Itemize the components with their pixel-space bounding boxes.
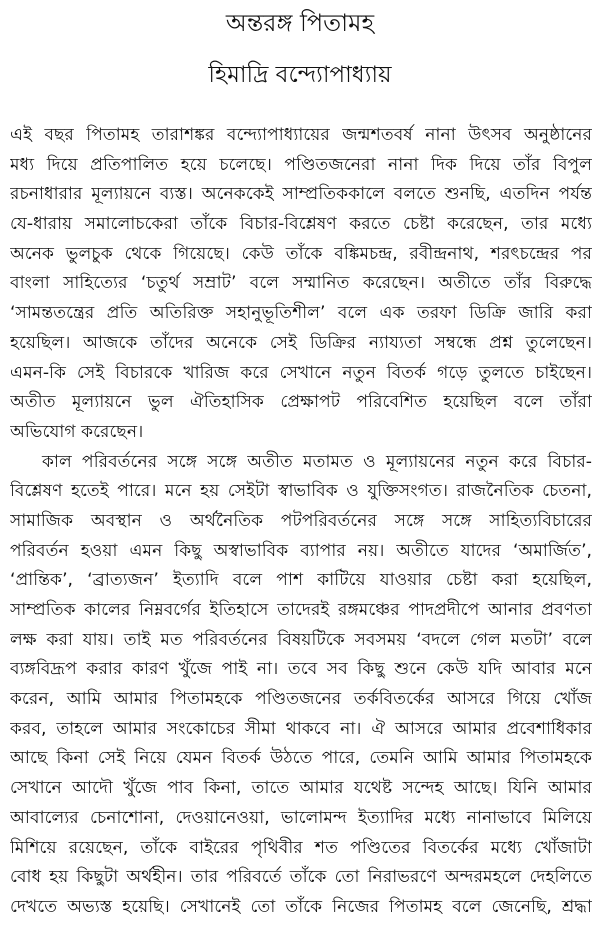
text-line: সাম্প্রতিক কালের নিম্নবর্গের ইতিহাসে তাদেরই রঙ্গমঞ্চের পাদপ্রদীপে আনার প্রবণতা <box>10 600 592 620</box>
article-body <box>10 121 592 923</box>
page-title: অন্তরঙ্গ পিতামহ <box>225 9 375 37</box>
text-line: ‘প্রান্তিক’, ‘ব্রাত্যজন’ ইত্যাদি বলে পাশ কাটিয়ে যাওয়ার চেষ্টা করা হয়েছিল, <box>10 570 592 591</box>
text-line: হয়েছিল। আজকে তাঁদের অনেকে সেই ডিক্রির ন্যায্যতা সম্বন্ধে প্রশ্ন তুলেছেন। <box>10 332 592 353</box>
text-line: এমন-কি সেই বিচারকে খারিজ করে সেখানে নতুন বিতর্ক গড়ে তুলতে চাইছেন। <box>10 362 592 383</box>
text-line: এই বছর পিতামহ তারাশঙ্কর বন্দ্যোপাধ্যায়ের জন্মশতবর্ষ নানা উৎসব অনুষ্ঠানের <box>10 125 592 145</box>
text-line: মধ্য দিয়ে প্রতিপালিত হয়ে চলেছে। পণ্ডিতজনেরা নানা দিক দিয়ে তাঁর বিপুল <box>10 154 592 175</box>
text-line: বোধ হয় কিছুটা অর্থহীন। তার পরিবর্তে তাঁকে তো নিরাভরণে অন্দরমহলে দেহলিতে <box>10 867 592 888</box>
text-line: আছে কিনা সেই নিয়ে যেমন বিতর্ক উঠতে পারে, তেমনি আমি আমার পিতামহকে <box>10 748 592 769</box>
text-line: পরিবর্তন হওয়া এমন কিছু অস্বাভাবিক ব্যাপার নয়। অতীতে যাদের ‘অমার্জিত’, <box>10 540 592 561</box>
text-line: মিশিয়ে রয়েছেন, তাঁকে বাইরের পৃথিবীর শত পণ্ডিতের বিতর্কের মধ্যে খোঁজাটা <box>10 837 592 858</box>
text-line: সেখানে আদৌ খুঁজে পাব কিনা, তাতে আমার যথেষ্ট সন্দেহ আছে। যিনি আমার <box>10 778 592 799</box>
text-line: আবাল্যের চেনাশোনা, দেওয়ানেওয়া, ভালোমন্দ ইত্যাদির মধ্যে নানাভাবে মিলিয়ে <box>10 807 592 828</box>
text-line: বিশ্লেষণ হতেই পারে। মনে হয় সেইটা স্বাভাবিক ও যুক্তিসংগত। রাজনৈতিক চেতনা, <box>10 481 592 502</box>
text-line: বাংলা সাহিত্যের ‘চতুর্থ সম্রাট’ বলে সম্মানিত করেছেন। অতীতে তাঁর বিরুদ্ধে <box>10 273 592 294</box>
text-line: অতীত মূল্যায়নে ভুল ঐতিহাসিক প্রেক্ষাপট পরিবেশিত হয়েছিল বলে তাঁরা <box>10 392 592 413</box>
paragraph-2 <box>10 448 592 923</box>
text-line: অভিযোগ করেছেন। <box>10 421 144 442</box>
paragraph-1 <box>10 121 592 448</box>
author-name: হিমাদ্রি বন্দ্যোপাধ্যায় <box>208 62 392 88</box>
text-line: রচনাধারার মূল্যায়নে ব্যস্ত। অনেককেই সাম্প্রতিককালে বলতে শুনছি, এতদিন পর্যন্ত <box>10 184 592 205</box>
text-line: লক্ষ করা যায়। তাই মত পরিবর্তনের বিষয়টিকে সবসময় ‘বদলে গেল মতটা’ বলে <box>10 629 592 650</box>
text-line: করব, তাহলে আমার সংকোচের সীমা থাকবে না। ঐ আসরে আমার প্রবেশাধিকার <box>10 718 592 739</box>
text-line: দেখতে অভ্যস্ত হয়েছি। সেখানেই তো তাঁকে নিজের পিতামহ বলে জেনেছি, শ্রদ্ধা <box>10 896 592 917</box>
text-line: ব্যঙ্গবিদ্রূপ করার কারণ খুঁজে পাই না। তবে সব কিছু শুনে কেউ যদি আবার মনে <box>10 659 592 680</box>
text-line: করেন, আমি আমার পিতামহকে পণ্ডিতজনের তর্কবিতর্কের আসরে গিয়ে খোঁজ <box>10 689 592 710</box>
text-line: ‘সামন্ততন্ত্রের প্রতি অতিরিক্ত সহানুভূতিশীল’ বলে এক তরফা ডিক্রি জারি করা <box>10 303 592 324</box>
text-line: যে-ধারায় সমালোচকেরা তাঁকে বিচার-বিশ্লেষণ করতে চেষ্টা করেছেন, তার মধ্যে <box>10 214 592 235</box>
text-line: সামাজিক অবস্থান ও অর্থনৈতিক পটপরিবর্তনের সঙ্গে সঙ্গে সাহিত্যবিচারের <box>10 510 592 531</box>
text-line: কাল পরিবর্তনের সঙ্গে সঙ্গে অতীত মতামত ও মূল্যায়নের নতুন করে বিচার- <box>42 451 592 472</box>
text-line: অনেক ভুলচুক থেকে গিয়েছে। কেউ তাঁকে বঙ্কিমচন্দ্র, রবীন্দ্রনাথ, শরৎচন্দ্রের পর <box>10 243 592 264</box>
